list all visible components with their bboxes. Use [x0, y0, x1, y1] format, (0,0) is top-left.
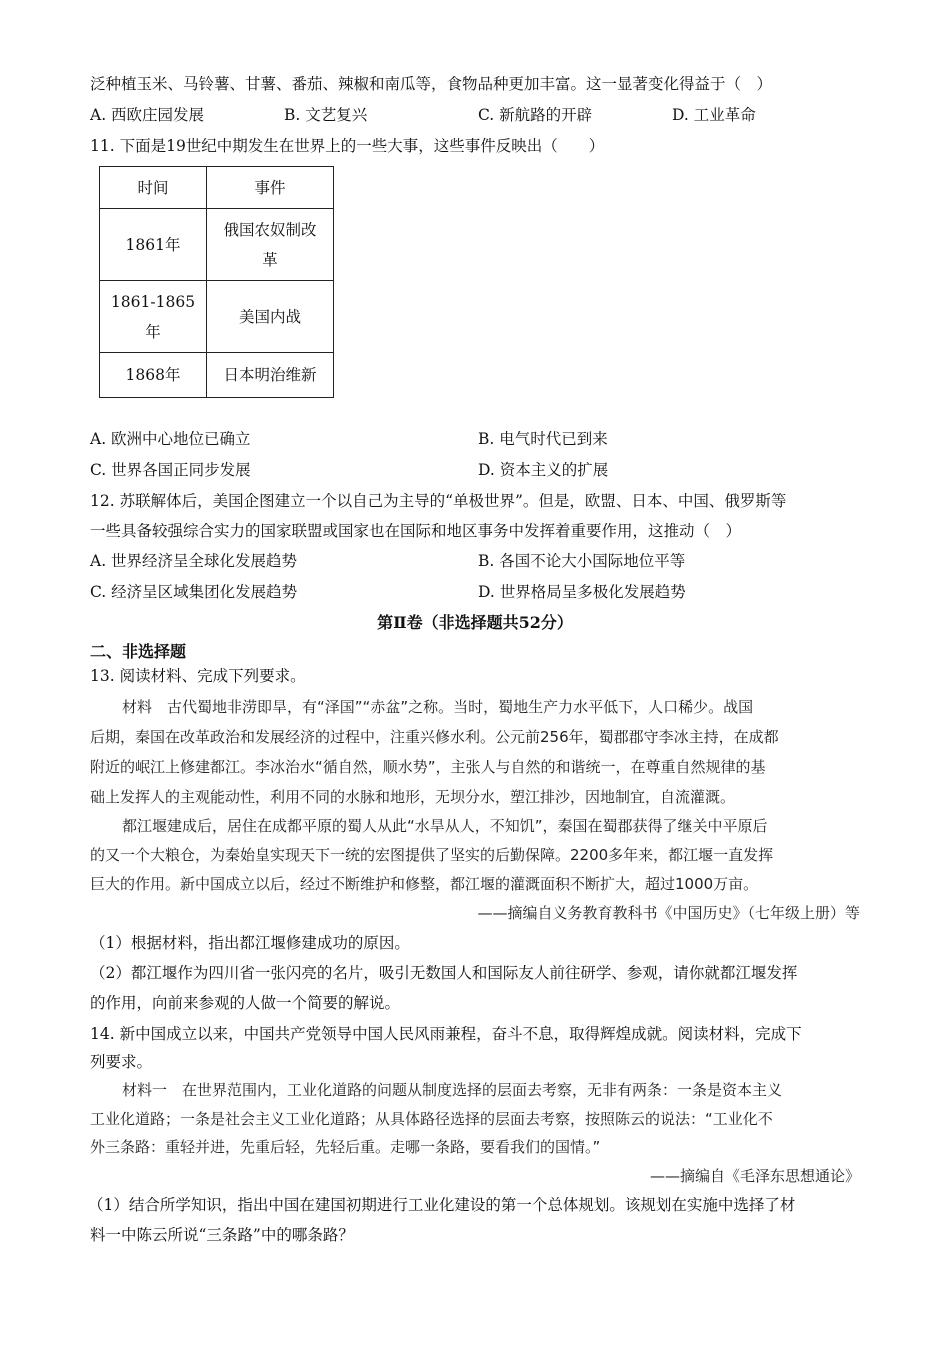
table-header-time: 时间: [100, 167, 207, 209]
q13-material-line: 的又一个大粮仓，为秦始皇实现天下一统的宏图提供了坚实的后勤保障。2200多年来，都江堰一直发挥: [90, 846, 774, 864]
q11-option-a: A. 欧洲中心地位已确立: [90, 430, 251, 448]
q12-option-c: C. 经济呈区域集团化发展趋势: [90, 583, 298, 601]
q11-option-c: C. 世界各国正同步发展: [90, 461, 251, 479]
q13-material-line: 都江堰建成后，居住在成都平原的蜀人从此“水旱从人，不知饥”，秦国在蜀郡获得了继关中平原后: [122, 817, 768, 835]
q12-option-a: A. 世界经济呈全球化发展趋势: [90, 552, 298, 570]
q13-sub2-line: （2）都江堰作为四川省一张闪亮的名片，吸引无数国人和国际友人前往研学、参观，请你就都江堰发挥: [90, 964, 798, 982]
q13-material-line: 后期，秦国在改革政治和发展经济的过程中，注重兴修水利。公元前256年，蜀郡郡守李冰主持，在成都: [90, 728, 779, 746]
table-cell-time: 1861年: [100, 209, 207, 281]
q10-option-d: D. 工业革命: [672, 106, 756, 124]
table-header-row: [100, 167, 334, 209]
table-row: [100, 281, 334, 353]
events-table: [99, 166, 334, 398]
q11-option-d: D. 资本主义的扩展: [478, 461, 609, 479]
q13-material-line: 巨大的作用。新中国成立以后，经过不断维护和修整，都江堰的灌溉面积不断扩大，超过1000万亩。: [90, 875, 759, 893]
q10-option-c: C. 新航路的开辟: [478, 106, 593, 124]
q13-stem: 13. 阅读材料、完成下列要求。: [90, 667, 306, 685]
table-cell-event: 日本明治维新: [207, 353, 334, 398]
q14-sub1-line: （1）结合所学知识，指出中国在建国初期进行工业化建设的第一个总体规划。该规划在实施中选择了材: [88, 1196, 796, 1214]
q13-material-line: 础上发挥人的主观能动性，利用不同的水脉和地形，无坝分水，塑江排沙，因地制宜，自流灌溉。: [90, 788, 736, 806]
q14-source: ——摘编自《毛泽东思想通论》: [649, 1167, 860, 1185]
q10-option-b: B. 文艺复兴: [284, 106, 368, 124]
q14-stem-line: 14. 新中国成立以来，中国共产党领导中国人民风雨兼程，奋斗不息，取得辉煌成就。阅读材料，完成下: [90, 1025, 802, 1043]
q12-option-b: B. 各国不论大小国际地位平等: [478, 552, 686, 570]
q14-material-line: 工业化道路；一条是社会主义工业化道路；从具体路径选择的层面去考察，按照陈云的说法：“工业化不: [90, 1110, 773, 1128]
q14-stem-line: 列要求。: [90, 1053, 153, 1071]
q10-stem: 泛种植玉米、马铃薯、甘薯、番茄、辣椒和南瓜等，食物品种更加丰富。这一显著变化得益于（ ）: [90, 75, 773, 93]
q13-material-line: 材料 古代蜀地非涝即旱，有“泽国”“赤盆”之称。当时，蜀地生产力水平低下，人口稀少。战国: [122, 698, 754, 716]
table-cell-event: 俄国农奴制改 革: [207, 209, 334, 281]
table-header-event: 事件: [207, 167, 334, 209]
q11-stem: 11. 下面是19世纪中期发生在世界上的一些大事，这些事件反映出（ ）: [90, 137, 605, 155]
table-cell-time: 1861-1865 年: [100, 281, 207, 353]
q13-sub2-line: 的作用，向前来参观的人做一个简要的解说。: [90, 994, 401, 1012]
q12-stem-line: 12. 苏联解体后，美国企图建立一个以自己为主导的“单极世界”。但是，欧盟、日本、中国、俄罗斯等: [90, 492, 787, 510]
table-row: [100, 353, 334, 398]
q12-stem-line: 一些具备较强综合实力的国家联盟或国家也在国际和地区事务中发挥着重要作用，这推动（ ）: [90, 522, 742, 540]
q13-material-line: 附近的岷江上修建都江。李冰治水“循自然，顺水势”，主张人与自然的和谐统一，在尊重自然规律的基: [90, 758, 766, 776]
q13-source: ——摘编自义务教育教科书《中国历史》（七年级上册）等: [477, 904, 860, 922]
q13-sub1: （1）根据材料，指出都江堰修建成功的原因。: [90, 934, 410, 952]
q14-material-line: 材料一 在世界范围内，工业化道路的问题从制度选择的层面去考察，无非有两条：一条是资本主义: [122, 1081, 783, 1099]
q12-option-d: D. 世界格局呈多极化发展趋势: [478, 583, 686, 601]
q14-material-line: 外三条路：重轻并进，先重后轻，先轻后重。走哪一条路，要看我们的国情。”: [90, 1138, 601, 1156]
section-title: 二、非选择题: [90, 642, 187, 661]
table-cell-time: 1868年: [100, 353, 207, 398]
q10-option-a: A. 西欧庄园发展: [90, 106, 205, 124]
q14-sub1-line: 料一中陈云所说“三条路”中的哪条路？: [90, 1226, 354, 1244]
table-cell-event: 美国内战: [207, 281, 334, 353]
table-row: [100, 209, 334, 281]
volume-title: 第Ⅱ卷（非选择题共52分）: [377, 613, 573, 632]
q11-option-b: B. 电气时代已到来: [478, 430, 608, 448]
